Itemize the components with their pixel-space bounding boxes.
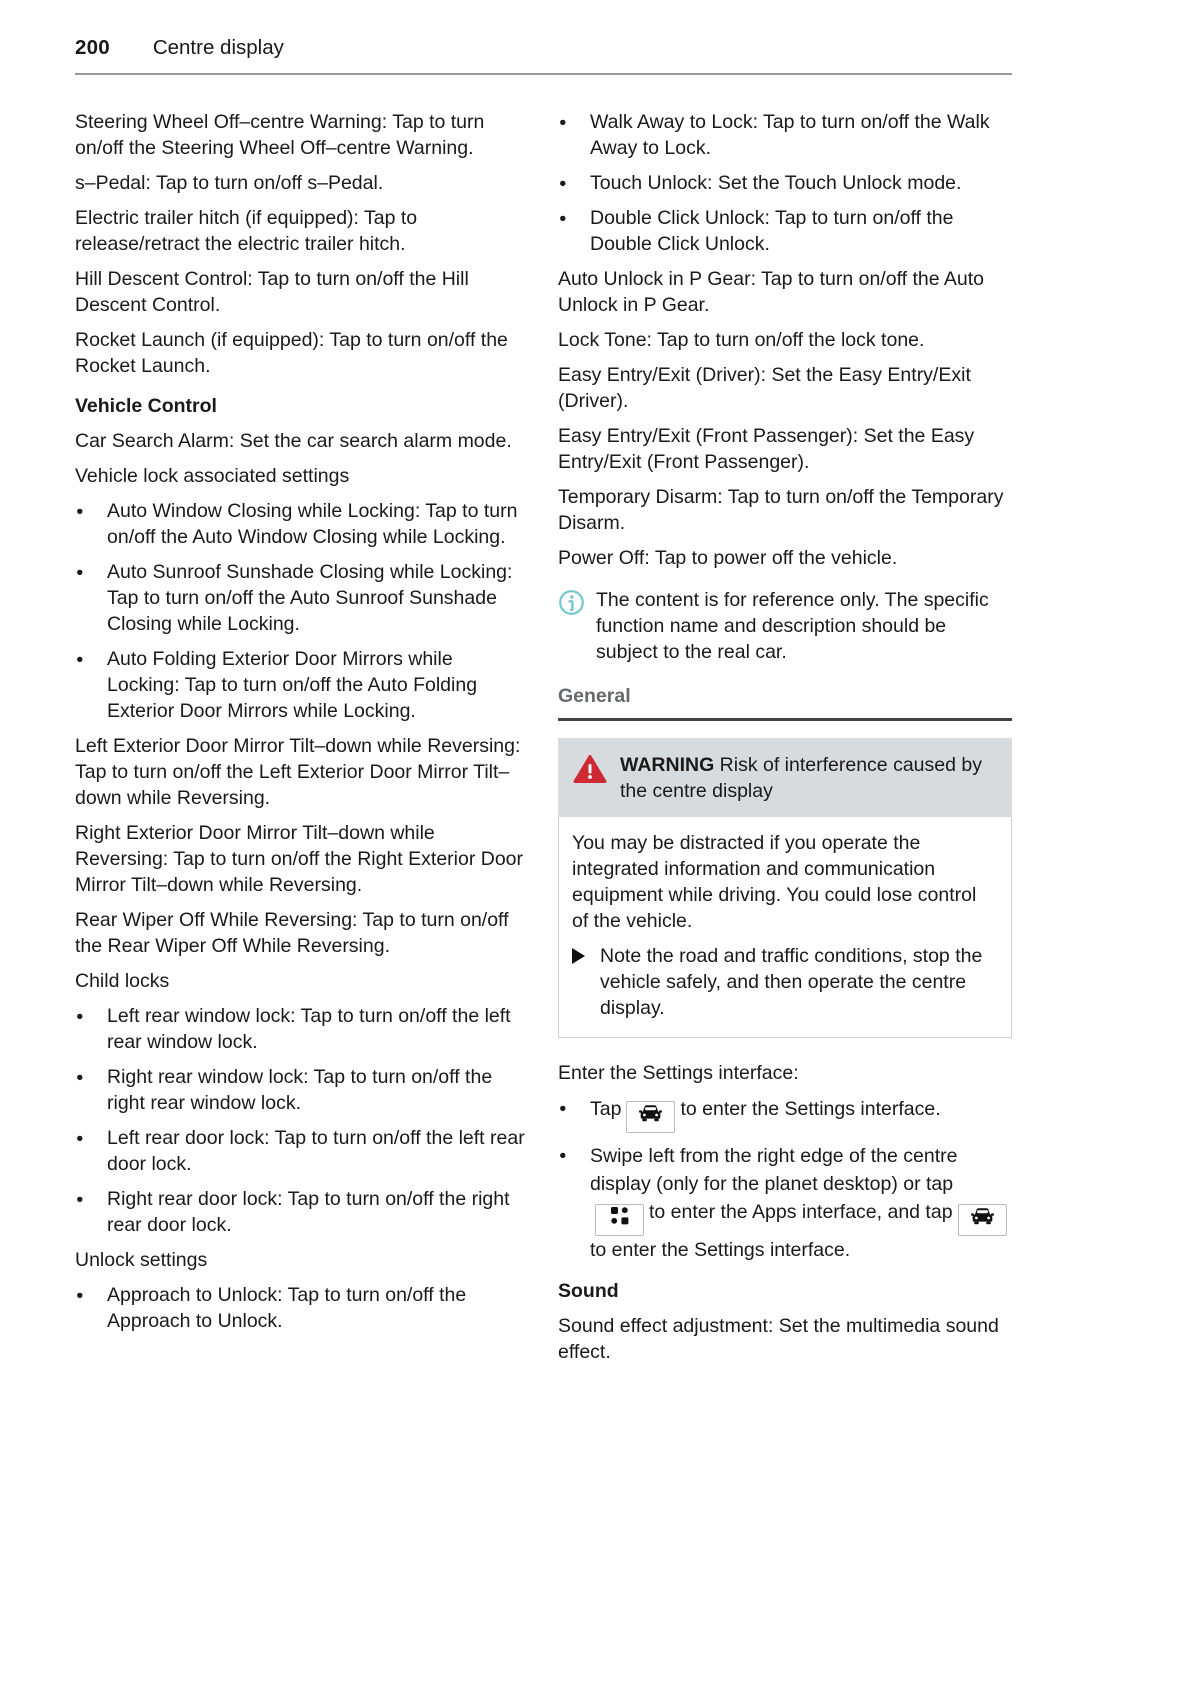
info-icon	[558, 589, 585, 665]
bullet-text: Touch Unlock: Set the Touch Unlock mode.	[590, 172, 962, 194]
bullet-marker: ●	[76, 504, 84, 518]
bullet-text: Right rear window lock: Tap to turn on/off the right rear window lock.	[107, 1066, 493, 1114]
body-paragraph: Vehicle lock associated settings	[75, 465, 350, 487]
body-paragraph: Lock Tone: Tap to turn on/off the lock tone.	[558, 329, 925, 351]
warning-header	[558, 738, 1012, 817]
step-arrow-icon	[572, 948, 585, 964]
bullet-item	[75, 498, 525, 550]
bullet-item	[558, 170, 1012, 196]
bullet-text: Right rear door lock: Tap to turn on/off the right rear door lock.	[107, 1188, 510, 1236]
bullet-marker: ●	[76, 1131, 84, 1145]
body-paragraph: Temporary Disarm: Tap to turn on/off the Temporary Disarm.	[558, 486, 1004, 534]
body-paragraph: Enter the Settings interface:	[558, 1062, 799, 1084]
bullet-text	[590, 1095, 1012, 1133]
bullet-marker: ●	[559, 1148, 567, 1162]
bullet-item	[558, 109, 1012, 161]
bullet-item	[75, 1282, 525, 1334]
bullet-marker: ●	[76, 652, 84, 666]
bullet-text: Left rear window lock: Tap to turn on/off the left rear window lock.	[107, 1005, 511, 1053]
warning-title: WARNING Risk of interference caused by the centre display	[620, 754, 982, 802]
reference-note	[558, 587, 1012, 665]
bullet-text-segment: to enter the Settings interface.	[590, 1239, 851, 1261]
bullet-text-segment: Tap	[590, 1098, 622, 1120]
bullet-marker: ●	[559, 211, 567, 225]
bullet-marker: ●	[559, 1101, 567, 1115]
bullet-text: Auto Window Closing while Locking: Tap to turn on/off the Auto Window Closing while Locking.	[107, 500, 518, 548]
body-paragraph: Easy Entry/Exit (Front Passenger): Set the Easy Entry/Exit (Front Passenger).	[558, 425, 975, 473]
warning-body-text: You may be distracted if you operate the integrated information and communication equipment while driving. You could lose control of the vehicle.	[572, 832, 977, 932]
body-paragraph: Child locks	[75, 970, 170, 992]
subsection-heading: Vehicle Control	[75, 395, 217, 417]
bullet-item	[75, 1064, 525, 1116]
content-columns	[75, 109, 1012, 1374]
body-paragraph: Easy Entry/Exit (Driver): Set the Easy Entry/Exit (Driver).	[558, 364, 971, 412]
bullet-text-segment: to enter the Apps interface, and tap	[649, 1201, 953, 1223]
bullet-text: Double Click Unlock: Tap to turn on/off the Double Click Unlock.	[590, 207, 954, 255]
body-paragraph: Left Exterior Door Mirror Tilt–down while Reversing: Tap to turn on/off the Left Exterior Door Mirror Tilt–down while Reversing.	[75, 735, 521, 809]
bullet-text	[590, 1142, 1012, 1264]
warning-box	[558, 738, 1012, 1038]
bullet-text-segment: to enter the Settings interface.	[680, 1098, 941, 1120]
bullet-marker: ●	[76, 565, 84, 579]
bullet-item	[75, 559, 525, 637]
bullet-item	[558, 1095, 1012, 1133]
bullet-item	[75, 1125, 525, 1177]
body-paragraph: Unlock settings	[75, 1249, 208, 1271]
bullet-marker: ●	[76, 1288, 84, 1302]
subsection-heading: Sound	[558, 1280, 619, 1302]
bullet-item	[75, 646, 525, 724]
left-column	[75, 109, 525, 1374]
bullet-text: Left rear door lock: Tap to turn on/off the left rear door lock.	[107, 1127, 525, 1175]
section-rule	[558, 718, 1012, 721]
apps-grid-icon	[609, 1205, 630, 1234]
bullet-marker: ●	[559, 176, 567, 190]
bullet-marker: ●	[76, 1192, 84, 1206]
page-number: 200	[75, 36, 110, 59]
page-header	[75, 36, 1012, 60]
section-heading-general: General	[558, 685, 631, 707]
car-settings-icon-box	[958, 1204, 1007, 1236]
bullet-item	[558, 1142, 1012, 1264]
chapter-title: Centre display	[152, 36, 284, 59]
body-paragraph: Electric trailer hitch (if equipped): Tap to release/retract the electric trailer hitch.	[75, 207, 418, 255]
body-paragraph: Right Exterior Door Mirror Tilt–down while Reversing: Tap to turn on/off the Right Exterior Door Mirror Tilt–down while Reversing.	[75, 822, 524, 896]
bullet-item	[558, 205, 1012, 257]
bullet-item	[75, 1186, 525, 1238]
body-paragraph: Car Search Alarm: Set the car search alarm mode.	[75, 430, 512, 452]
bullet-marker: ●	[76, 1070, 84, 1084]
bullet-item	[75, 1003, 525, 1055]
car-settings-icon-box	[626, 1101, 675, 1133]
body-paragraph: Rear Wiper Off While Reversing: Tap to turn on/off the Rear Wiper Off While Reversing.	[75, 909, 509, 957]
warning-step	[572, 943, 996, 1021]
warning-label: WARNING	[620, 754, 715, 776]
bullet-text: Walk Away to Lock: Tap to turn on/off the Walk Away to Lock.	[590, 111, 990, 159]
header-rule	[75, 73, 1012, 75]
bullet-text: Auto Folding Exterior Door Mirrors while Locking: Tap to turn on/off the Auto Folding Exterior Door Mirrors while Locking.	[107, 648, 478, 722]
apps-grid-icon-box	[595, 1204, 644, 1236]
right-column	[558, 109, 1012, 1374]
body-paragraph: Power Off: Tap to power off the vehicle.	[558, 547, 898, 569]
reference-note-text: The content is for reference only. The specific function name and description should be subject to the real car.	[596, 589, 989, 663]
car-settings-icon	[638, 1103, 663, 1131]
warning-triangle-icon	[573, 754, 607, 804]
body-paragraph: Auto Unlock in P Gear: Tap to turn on/off the Auto Unlock in P Gear.	[558, 268, 985, 316]
bullet-text: Auto Sunroof Sunshade Closing while Locking: Tap to turn on/off the Auto Sunroof Sunshade Closing while Locking.	[107, 561, 513, 635]
body-paragraph: Hill Descent Control: Tap to turn on/off the Hill Descent Control.	[75, 268, 469, 316]
body-paragraph: s–Pedal: Tap to turn on/off s–Pedal.	[75, 172, 384, 194]
body-paragraph: Steering Wheel Off–centre Warning: Tap to turn on/off the Steering Wheel Off–centre Warning.	[75, 111, 485, 159]
warning-body	[558, 817, 1012, 1038]
body-paragraph: Sound effect adjustment: Set the multimedia sound effect.	[558, 1315, 999, 1363]
bullet-marker: ●	[76, 1009, 84, 1023]
body-paragraph: Rocket Launch (if equipped): Tap to turn on/off the Rocket Launch.	[75, 329, 508, 377]
bullet-text: Approach to Unlock: Tap to turn on/off the Approach to Unlock.	[107, 1284, 467, 1332]
bullet-text-segment: Swipe left from the right edge of the centre display (only for the planet desktop) or tap	[590, 1145, 958, 1195]
warning-step-text: Note the road and traffic conditions, stop the vehicle safely, and then operate the centre display.	[600, 945, 983, 1019]
car-settings-icon	[970, 1206, 995, 1234]
bullet-marker: ●	[559, 115, 567, 129]
